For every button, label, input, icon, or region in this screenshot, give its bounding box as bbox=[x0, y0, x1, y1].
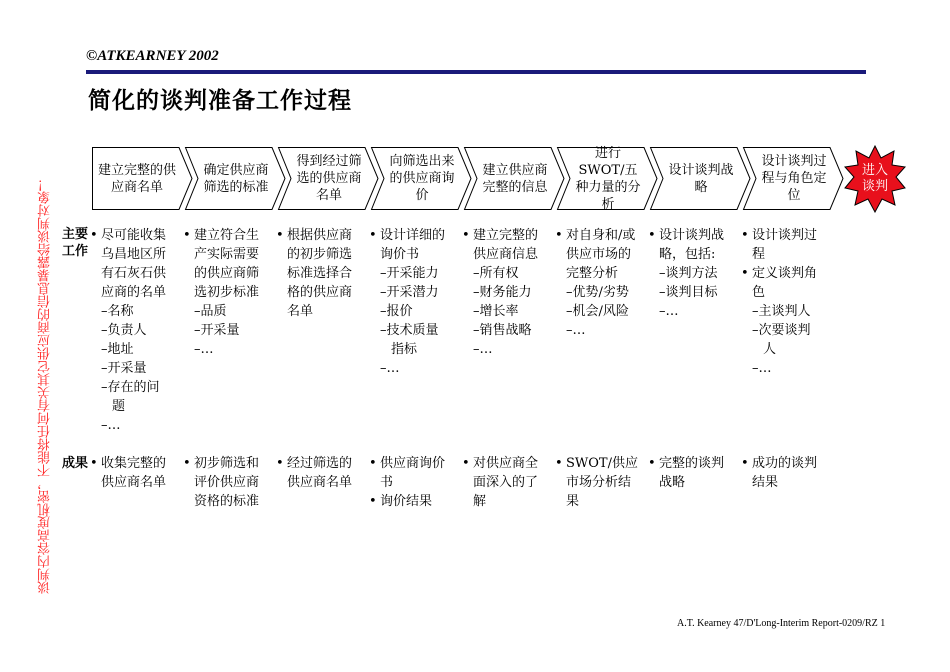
main_work-column-1 bbox=[90, 226, 182, 435]
bullet-icon: • bbox=[183, 228, 191, 243]
main_work-line: –所有权 bbox=[473, 266, 519, 281]
bullet-icon: • bbox=[741, 266, 749, 281]
results-line bbox=[741, 454, 833, 473]
row-label-results: 成果 bbox=[61, 456, 88, 471]
process-step-4 bbox=[371, 147, 471, 210]
main_work-column-3 bbox=[276, 226, 368, 321]
main_work-line-text: 建立符合生 bbox=[194, 228, 260, 243]
main_work-line: 名单 bbox=[287, 304, 314, 319]
main_work-line: 的供应商筛 bbox=[194, 266, 260, 281]
bullet-icon: • bbox=[369, 228, 377, 243]
main_work-line: –名称 bbox=[101, 304, 134, 319]
main_work-line: 人 bbox=[763, 342, 777, 357]
main_work-line-text: 对自身和/或 bbox=[566, 228, 636, 243]
bullet-icon: • bbox=[555, 456, 563, 471]
results-line: 资格的标准 bbox=[194, 494, 260, 509]
main_work-line-text: 建立完整的 bbox=[473, 228, 539, 243]
results-line: 供应商名单 bbox=[101, 475, 167, 490]
results-column-4 bbox=[369, 454, 461, 511]
main_work-line: 乌昌地区所 bbox=[101, 247, 167, 262]
main_work-line bbox=[555, 226, 647, 245]
main_work-line: 询价书 bbox=[380, 247, 420, 262]
results-line bbox=[462, 454, 554, 473]
process-step-7 bbox=[650, 147, 750, 210]
enter-negotiation-star bbox=[844, 145, 906, 213]
main_work-line bbox=[741, 264, 833, 283]
main_work-column-2 bbox=[183, 226, 275, 359]
results-column-8 bbox=[741, 454, 833, 492]
bullet-icon: • bbox=[90, 228, 98, 243]
bullet-icon: • bbox=[276, 228, 284, 243]
results-column-2 bbox=[183, 454, 275, 511]
main_work-line: –开采能力 bbox=[380, 266, 439, 281]
main_work-line: 指标 bbox=[391, 342, 418, 357]
results-line: 结果 bbox=[752, 475, 779, 490]
results-line-text: 供应商询价 bbox=[380, 456, 446, 471]
bullet-icon: • bbox=[462, 228, 470, 243]
main_work-line: –… bbox=[101, 418, 121, 433]
main_work-line bbox=[741, 226, 833, 245]
results-line bbox=[369, 454, 461, 473]
step-label: 建立供应商完整的信息 bbox=[482, 162, 548, 195]
bullet-icon: • bbox=[555, 228, 563, 243]
main_work-line: –销售战略 bbox=[473, 323, 532, 338]
main_work-line: –开采潜力 bbox=[380, 285, 439, 300]
main_work-line: –… bbox=[194, 342, 214, 357]
bullet-icon: • bbox=[369, 456, 377, 471]
bullet-icon: • bbox=[183, 456, 191, 471]
process-step-8 bbox=[743, 147, 843, 210]
results-column-6 bbox=[555, 454, 647, 511]
main_work-line: –机会/风险 bbox=[566, 304, 629, 319]
main_work-line-text: 设计详细的 bbox=[380, 228, 446, 243]
main_work-line: 的初步筛选 bbox=[287, 247, 353, 262]
main_work-line bbox=[369, 226, 461, 245]
step-label: 设计谈判过程与角色定位 bbox=[761, 154, 827, 203]
main_work-line: –负责人 bbox=[101, 323, 147, 338]
main_work-line: –次要谈判 bbox=[752, 323, 811, 338]
main_work-line: –… bbox=[659, 304, 679, 319]
main_work-line: –增长率 bbox=[473, 304, 519, 319]
bullet-icon: • bbox=[369, 494, 377, 509]
main_work-line-text: 定义谈判角 bbox=[752, 266, 818, 281]
main_work-line: –开采量 bbox=[194, 323, 240, 338]
results-line: 书 bbox=[380, 475, 394, 490]
main_work-line: 程 bbox=[752, 247, 766, 262]
bullet-icon: • bbox=[741, 228, 749, 243]
step-label: 进行SWOT/五种力量的分析 bbox=[575, 145, 641, 212]
bullet-icon: • bbox=[741, 456, 749, 471]
main_work-line bbox=[183, 226, 275, 245]
results-line bbox=[276, 454, 368, 473]
step-label: 得到经过筛选的供应商名单 bbox=[296, 154, 362, 203]
results-line bbox=[648, 454, 740, 473]
final-step-label: 进入谈判 bbox=[861, 163, 888, 194]
main_work-line: –… bbox=[566, 323, 586, 338]
main_work-line: 标准选择合 bbox=[287, 266, 353, 281]
process-step-2 bbox=[185, 147, 285, 210]
process-step-3 bbox=[278, 147, 378, 210]
main_work-column-8 bbox=[741, 226, 833, 378]
main_work-line: –开采量 bbox=[101, 361, 147, 376]
main_work-column-5 bbox=[462, 226, 554, 359]
page-title: 简化的谈判准备工作过程 bbox=[88, 87, 352, 114]
main_work-line: –品质 bbox=[194, 304, 227, 319]
step-label: 设计谈判战略 bbox=[668, 162, 734, 195]
bullet-icon: • bbox=[648, 228, 656, 243]
results-line-text: 初步筛选和 bbox=[194, 456, 260, 471]
main_work-line: 产实际需要 bbox=[194, 247, 260, 262]
main_work-line-text: 设计谈判过 bbox=[752, 228, 818, 243]
main_work-line: 应商的名单 bbox=[101, 285, 167, 300]
main_work-line: –存在的问 bbox=[101, 380, 160, 395]
results-line-text: 对供应商全 bbox=[473, 456, 539, 471]
main_work-line bbox=[276, 226, 368, 245]
results-line-text: 完整的谈判 bbox=[659, 456, 725, 471]
process-step-6 bbox=[557, 147, 657, 210]
results-line: 供应商名单 bbox=[287, 475, 353, 490]
bullet-icon: • bbox=[90, 456, 98, 471]
results-line: 市场分析结 bbox=[566, 475, 632, 490]
main_work-column-7 bbox=[648, 226, 740, 321]
main_work-line-text: 尽可能收集 bbox=[101, 228, 167, 243]
results-line: 果 bbox=[566, 494, 580, 509]
main_work-line: –地址 bbox=[101, 342, 134, 357]
main_work-line: 供应市场的 bbox=[566, 247, 632, 262]
bullet-icon: • bbox=[648, 456, 656, 471]
main_work-line: –… bbox=[473, 342, 493, 357]
results-line: 解 bbox=[473, 494, 487, 509]
results-line bbox=[369, 492, 461, 511]
row-label-main-work: 主要工作 bbox=[61, 227, 88, 259]
main_work-line: –优势/劣势 bbox=[566, 285, 629, 300]
results-line bbox=[90, 454, 182, 473]
results-line-text: 询价结果 bbox=[380, 494, 433, 509]
copyright-text: ©ATKEARNEY 2002 bbox=[86, 48, 219, 64]
step-label: 向筛选出来的供应商询价 bbox=[389, 154, 455, 203]
results-line-text: SWOT/供应 bbox=[566, 456, 638, 471]
results-column-7 bbox=[648, 454, 740, 492]
main_work-line-text: 根据供应商 bbox=[287, 228, 353, 243]
main_work-line: 格的供应商 bbox=[287, 285, 353, 300]
main_work-line: 供应商信息 bbox=[473, 247, 539, 262]
main_work-column-4 bbox=[369, 226, 461, 378]
main_work-line: –财务能力 bbox=[473, 285, 532, 300]
results-column-3 bbox=[276, 454, 368, 492]
header-rule bbox=[86, 70, 866, 74]
main_work-line bbox=[90, 226, 182, 245]
process-step-5 bbox=[464, 147, 564, 210]
main_work-line-text: 设计谈判战 bbox=[659, 228, 725, 243]
results-line-text: 收集完整的 bbox=[101, 456, 167, 471]
main_work-line: –… bbox=[752, 361, 772, 376]
results-line-text: 经过筛选的 bbox=[287, 456, 353, 471]
results-line: 评价供应商 bbox=[194, 475, 260, 490]
main_work-line: –谈判方法 bbox=[659, 266, 718, 281]
confidentiality-note: 谈判内容高度机密，不能将任何有关其它供应商的信息暴露给谈判对象！ bbox=[38, 178, 53, 594]
main_work-column-6 bbox=[555, 226, 647, 340]
main_work-line: 选初步标准 bbox=[194, 285, 260, 300]
main_work-line: –谈判目标 bbox=[659, 285, 718, 300]
step-label: 确定供应商筛选的标准 bbox=[203, 162, 269, 195]
results-line: 战略 bbox=[659, 475, 686, 490]
main_work-line bbox=[648, 226, 740, 245]
main_work-line: 题 bbox=[112, 399, 126, 414]
footer-text: A.T. Kearney 47/D'Long-Interim Report-0209/RZ 1 bbox=[677, 618, 886, 629]
step-label: 建立完整的供应商名单 bbox=[97, 162, 176, 195]
main_work-line: 有石灰石供 bbox=[101, 266, 167, 281]
process-step-1 bbox=[92, 147, 192, 210]
bullet-icon: • bbox=[462, 456, 470, 471]
results-line bbox=[555, 454, 647, 473]
main_work-line bbox=[462, 226, 554, 245]
results-line bbox=[183, 454, 275, 473]
results-column-5 bbox=[462, 454, 554, 511]
main_work-line: –主谈判人 bbox=[752, 304, 811, 319]
results-line-text: 成功的谈判 bbox=[752, 456, 818, 471]
results-column-1 bbox=[90, 454, 182, 492]
main_work-line: –报价 bbox=[380, 304, 413, 319]
main_work-line: 略，包括: bbox=[659, 247, 716, 262]
bullet-icon: • bbox=[276, 456, 284, 471]
main_work-line: –… bbox=[380, 361, 400, 376]
main_work-line: –技术质量 bbox=[380, 323, 439, 338]
main_work-line: 色 bbox=[752, 285, 766, 300]
results-line: 面深入的了 bbox=[473, 475, 539, 490]
main_work-line: 完整分析 bbox=[566, 266, 619, 281]
